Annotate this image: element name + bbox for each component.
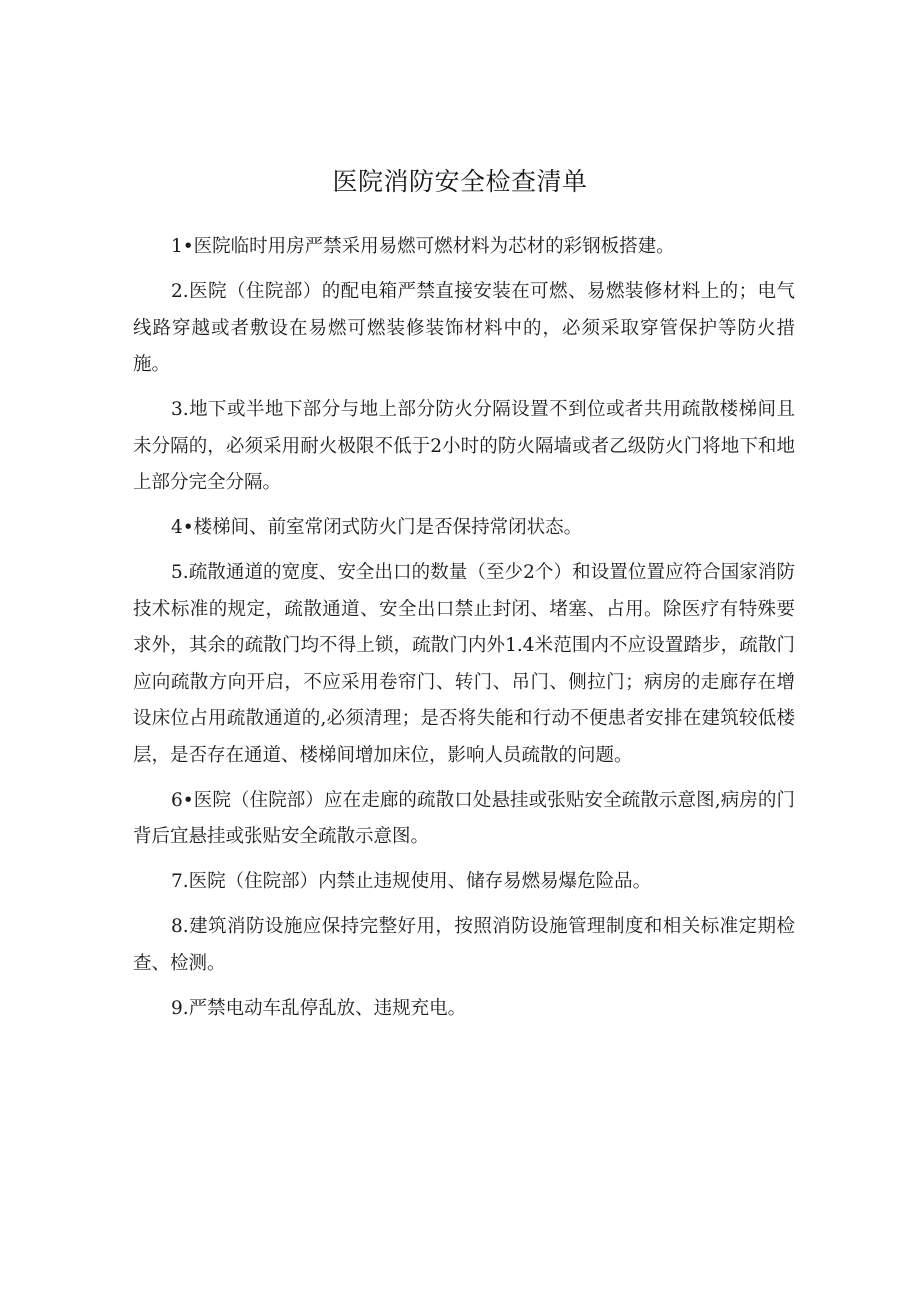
checklist-item: 1•医院临时用房严禁采用易燃可燃材料为芯材的彩钢板搭建。 xyxy=(171,236,675,257)
checklist-item: 2.医院（住院部）的配电箱严禁直接安装在可燃、易燃装修材料上的；电气线路穿越或者敷设在易燃可燃装修装饰材料中的，必须采取穿管保护等防火措施。 xyxy=(133,281,795,375)
checklist-item: 8.建筑消防设施应保持完整好用，按照消防设施管理制度和相关标准定期检查、检测。 xyxy=(133,916,795,974)
checklist-item: 3.地下或半地下部分与地上部分防火分隔设置不到位或者共用疏散楼梯间且未分隔的，必须采用耐火极限不低于2小时的防火隔墙或者乙级防火门将地下和地上部分完全分隔。 xyxy=(133,399,795,493)
checklist-body xyxy=(133,229,795,1036)
checklist-item: 4•楼梯间、前室常闭式防火门是否保持常闭状态。 xyxy=(171,517,583,538)
checklist-item: 7.医院（住院部）内禁止违规使用、储存易燃易爆危险品。 xyxy=(171,871,652,892)
checklist-item: 9.严禁电动车乱停乱放、违规充电。 xyxy=(171,997,467,1019)
checklist-item: 5.疏散通道的宽度、安全出口的数量（至少2个）和设置位置应符合国家消防技术标准的规定，疏散通道、安全出口禁止封闭、堵塞、占用。除医疗有特殊要求外，其余的疏散门均不得上锁，疏散门内外1.4米范围内不应设置踏步，疏散门应向疏散方向开启，不应采用卷帘门、转门、吊门、侧拉门；病房的走廊存在增设床位占用疏散通道的,必须清理；是否将失能和行动不便患者安排在建筑较低楼层，是否存在通道、楼梯间增加床位，影响人员疏散的问题。 xyxy=(133,562,795,766)
checklist-item: 6•医院（住院部）应在走廊的疏散口处悬挂或张贴安全疏散示意图,病房的门背后宜悬挂或张贴安全疏散示意图。 xyxy=(133,789,795,847)
document-title: 医院消防安全检查清单 xyxy=(332,167,588,196)
